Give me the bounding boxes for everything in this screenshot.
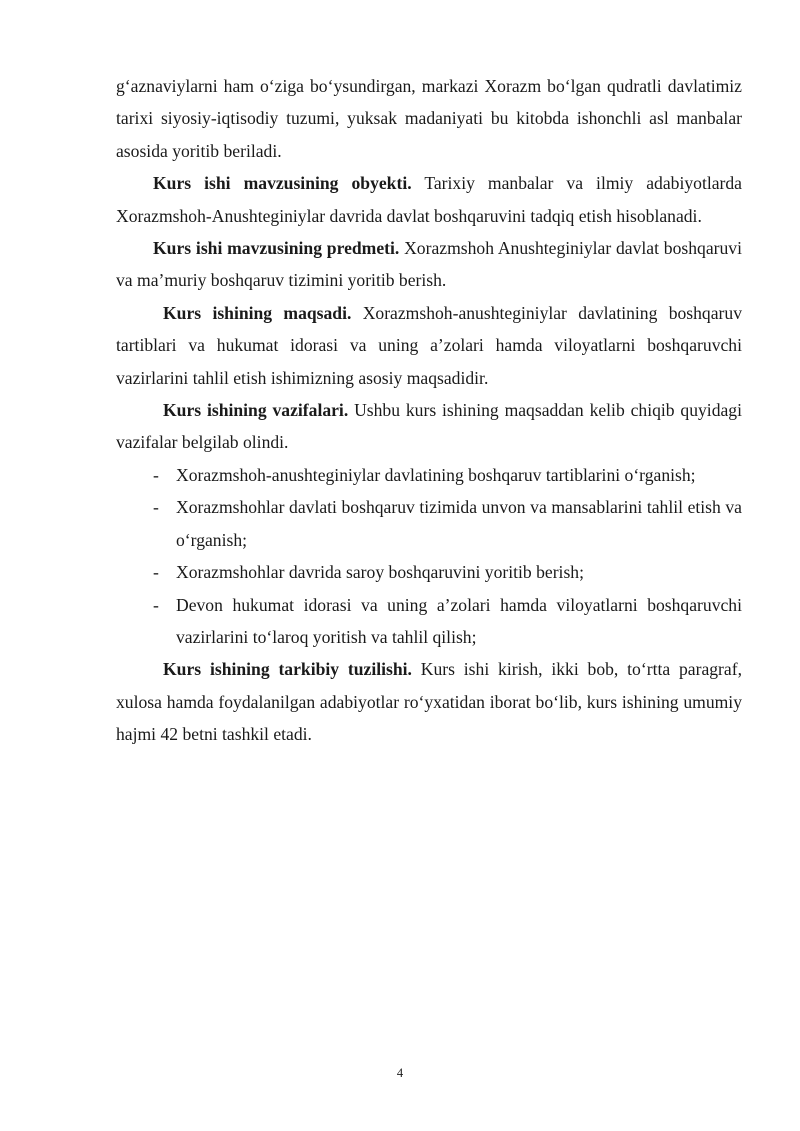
list-item-text: Xorazmshohlar davlati boshqaruv tizimida unvon va mansablarini tahlil etish va o‘rganish; bbox=[176, 497, 742, 550]
list-item-text: Xorazmshohlar davrida saroy boshqaruvini yoritib berish; bbox=[176, 562, 584, 583]
tasks-text: Ushbu kurs ishining maqsaddan kelib chiqib quyidagi vazifalar belgilab olindi. bbox=[116, 400, 742, 453]
object-paragraph bbox=[116, 167, 742, 232]
list-dash: - bbox=[153, 497, 159, 518]
list-dash: - bbox=[153, 464, 159, 485]
object-heading: Kurs ishi mavzusining obyekti. bbox=[153, 173, 412, 194]
goal-paragraph bbox=[116, 297, 742, 394]
list-item bbox=[116, 459, 742, 491]
page-body bbox=[116, 70, 742, 751]
list-dash: - bbox=[153, 562, 159, 583]
structure-heading: Kurs ishining tarkibiy tuzilishi. bbox=[163, 659, 412, 680]
tasks-heading: Kurs ishining vazifalari. bbox=[163, 400, 349, 421]
list-item-text: Xorazmshoh-anushteginiylar davlatining boshqaruv tartiblarini o‘rganish; bbox=[176, 464, 696, 485]
subject-heading: Kurs ishi mavzusining predmeti. bbox=[153, 238, 400, 259]
subject-paragraph bbox=[116, 232, 742, 297]
list-item bbox=[116, 589, 742, 654]
list-item bbox=[116, 491, 742, 556]
structure-text: Kurs ishi kirish, ikki bob, to‘rtta paragraf, xulosa hamda foydalanilgan adabiyotlar ro‘yxatidan iborat bo‘lib, kurs ishining umumiy hajmi 42 betni tashkil etadi. bbox=[116, 659, 742, 745]
subject-text: Xorazmshoh Anushteginiylar davlat boshqaruvi va ma’muriy boshqaruv tizimini yoritib berish. bbox=[116, 238, 742, 291]
page-number: 4 bbox=[396, 1066, 404, 1080]
list-item bbox=[116, 556, 742, 588]
goal-text: Xorazmshoh-anushteginiylar davlatining boshqaruv tartiblari va hukumat idorasi va uning a’zolari hamda viloyatlarni boshqaruvchi vazirlarini tahlil etish ishimizning asosiy maqsadidir. bbox=[116, 302, 742, 388]
structure-paragraph bbox=[116, 653, 742, 750]
tasks-paragraph bbox=[116, 394, 742, 459]
goal-heading: Kurs ishining maqsadi. bbox=[163, 302, 352, 323]
intro-paragraph: g‘aznaviylarni ham o‘ziga bo‘ysundirgan, markazi Xorazm bo‘lgan qudratli davlatimiz tarixi siyosiy-iqtisodiy tuzumi, yuksak madaniyati bu kitobda ishonchli asl manbalar asosida yoritib beriladi. bbox=[116, 76, 742, 161]
list-dash: - bbox=[153, 594, 159, 615]
object-text: Tarixiy manbalar va ilmiy adabiyotlarda Xorazmshoh-Anushteginiylar davrida davlat boshqaruvini tadqiq etish hisoblanadi. bbox=[116, 173, 742, 226]
list-item-text: Devon hukumat idorasi va uning a’zolari hamda viloyatlarni boshqaruvchi vazirlarini to‘laroq yoritish va tahlil qilish; bbox=[176, 594, 742, 647]
